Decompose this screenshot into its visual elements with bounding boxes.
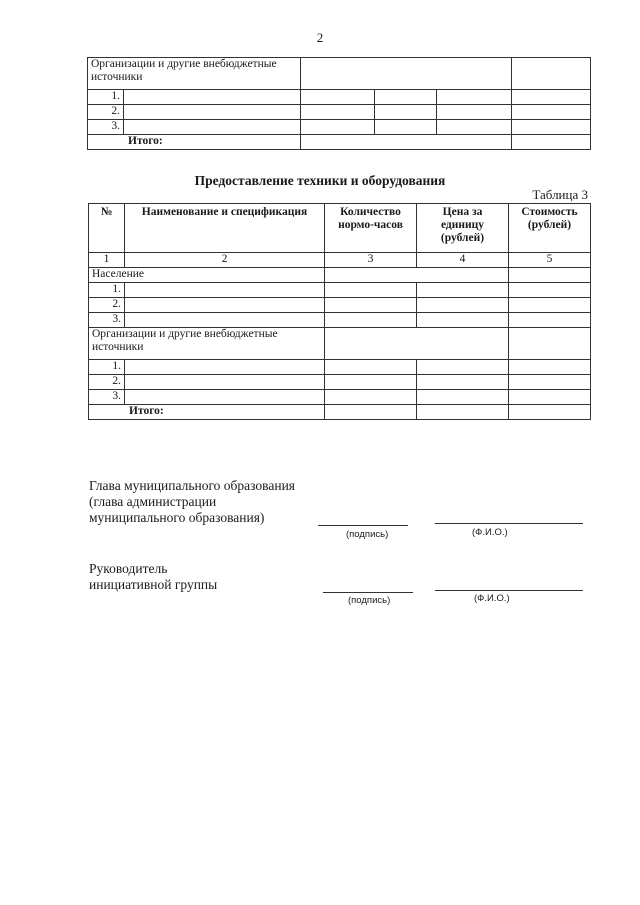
head-name-caption: (Ф.И.О.): [472, 527, 508, 538]
funding-table-continuation: [87, 57, 591, 150]
group-row-organizations: Организации и другие внебюджетные источники: [89, 328, 591, 360]
table-row: 2.: [89, 375, 591, 390]
total-row: [88, 135, 591, 150]
table-row: 3.: [88, 120, 591, 135]
col-header-cost: Стоимость (рублей): [509, 204, 591, 253]
section-title: Предоставление техники и оборудования: [194, 173, 446, 188]
head-name-line: [435, 523, 583, 524]
table-row: 2.: [88, 105, 591, 120]
equipment-table: [88, 203, 591, 420]
total-label: Итого:: [89, 405, 325, 420]
col-header-name: Наименование и спецификация: [125, 204, 325, 253]
table-number-label: Таблица 3: [532, 187, 588, 202]
leader-signature-label: Руководитель инициативной группы: [89, 561, 218, 592]
total-label: Итого:: [88, 135, 301, 150]
col-header-price: Цена за единицу (рублей): [417, 204, 509, 253]
page-number: 2: [316, 30, 324, 45]
group-row-population: Население: [89, 268, 591, 283]
col-header-hours: Количество нормо-часов: [325, 204, 417, 253]
table-row: 1.: [88, 90, 591, 105]
table-row: 1.: [89, 360, 591, 375]
table-row: 2.: [89, 298, 591, 313]
table-row: 3.: [89, 313, 591, 328]
table-row: 3.: [89, 390, 591, 405]
head-signature-caption: (подпись): [346, 529, 389, 540]
leader-name-line: [435, 590, 583, 591]
head-signature-label: Глава муниципального образования (глава администрации муниципального образования): [89, 478, 296, 525]
col-header-number: №: [89, 204, 125, 253]
head-signature-line: [318, 525, 408, 526]
table-row: 1.: [89, 283, 591, 298]
leader-signature-caption: (подпись): [348, 595, 391, 606]
total-row: [89, 405, 591, 420]
leader-signature-line: [323, 592, 413, 593]
leader-name-caption: (Ф.И.О.): [474, 593, 510, 604]
column-number-row: 1 2 3 4 5: [89, 253, 591, 268]
organizations-row-header: Организации и другие внебюджетные источники: [88, 58, 301, 90]
